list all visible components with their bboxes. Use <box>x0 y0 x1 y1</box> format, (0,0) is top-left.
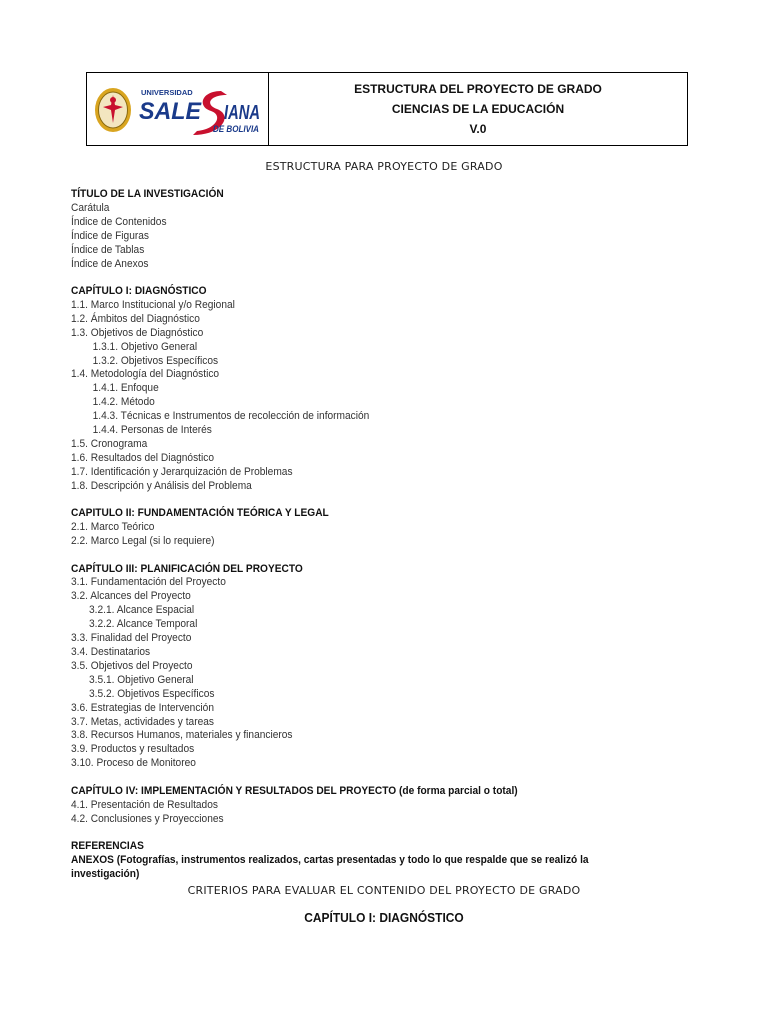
section-heading: CAPÍTULO IV: IMPLEMENTACIÓN Y RESULTADOS DEL PROYECTO (de forma parcial o total) <box>71 784 518 797</box>
outline-item: 1.6. Resultados del Diagnóstico <box>71 451 215 464</box>
section-spacer <box>71 826 647 840</box>
outline-item: 1.3. Objetivos de Diagnóstico <box>71 326 204 339</box>
logo-text-main-1: SALE <box>139 98 202 125</box>
header-line-2: CIENCIAS DE LA EDUCACIÓN <box>391 102 565 116</box>
outline-item: Índice de Contenidos <box>71 215 167 228</box>
outline-item: 4.2. Conclusiones y Proyecciones <box>71 812 224 825</box>
header-title <box>269 73 687 145</box>
outline-item: Índice de Tablas <box>71 243 145 256</box>
outline-item: 3.8. Recursos Humanos, materiales y financieros <box>71 729 293 742</box>
outline-item: 3.4. Destinatarios <box>71 645 151 658</box>
outline-item: 1.8. Descripción y Análisis del Problema <box>71 479 252 492</box>
section-spacer <box>71 549 647 563</box>
outline-item: 3.1. Fundamentación del Proyecto <box>71 576 226 589</box>
outline-item: 3.2.2. Alcance Temporal <box>89 618 198 631</box>
outline-item: Índice de Anexos <box>71 257 149 270</box>
outline-item: 2.2. Marco Legal (si lo requiere) <box>71 535 215 548</box>
section-spacer <box>71 271 647 285</box>
section-heading: CAPÍTULO III: PLANIFICACIÓN DEL PROYECTO <box>71 562 303 575</box>
referencias-heading: REFERENCIAS <box>71 840 144 853</box>
outline-item: 1.1. Marco Institucional y/o Regional <box>71 298 235 311</box>
outline-item: 3.2. Alcances del Proyecto <box>71 590 191 603</box>
outline-item: 3.5.2. Objetivos Específicos <box>89 687 215 700</box>
outline-item: 4.1. Presentación de Resultados <box>71 798 218 811</box>
outline-item: 1.4.4. Personas de Interés <box>92 424 212 437</box>
logo-cell <box>87 73 269 145</box>
outline-item: 3.5.1. Objetivo General <box>89 673 194 686</box>
outline-item: 2.1. Marco Teórico <box>71 521 155 534</box>
section-heading: TÍTULO DE LA INVESTIGACIÓN <box>71 188 224 200</box>
outline-item: 3.9. Productos y resultados <box>71 743 195 756</box>
outline-item: 3.5. Objetivos del Proyecto <box>71 659 193 672</box>
outline-item: 1.3.1. Objetivo General <box>92 340 198 353</box>
criterios-title: CRITERIOS PARA EVALUAR EL CONTENIDO DEL PROYECTO DE GRADO <box>187 884 581 897</box>
logo-text-sub: DE BOLIVIA <box>213 124 259 134</box>
outline-item: Índice de Figuras <box>71 229 150 242</box>
section-spacer <box>71 494 647 508</box>
university-logo <box>93 81 263 139</box>
outline-item: 3.10. Proceso de Monitoreo <box>71 757 196 770</box>
outline-item: 3.3. Finalidad del Proyecto <box>71 632 192 645</box>
outline-item: 1.4.2. Método <box>92 396 155 409</box>
outline-item: 1.5. Cronograma <box>71 438 148 450</box>
outline-item: 1.3.2. Objetivos Específicos <box>92 354 219 367</box>
logo-text-main-2: IANA <box>224 102 260 124</box>
outline-item: 3.2.1. Alcance Espacial <box>89 604 195 617</box>
outline-item: 3.6. Estrategias de Intervención <box>71 701 215 714</box>
anexos-heading: ANEXOS (Fotografías, instrumentos realizados, cartas presentadas y todo lo que respalde que se realizó la investigación) <box>71 853 589 880</box>
next-chapter-heading: CAPÍTULO I: DIAGNÓSTICO <box>304 910 464 925</box>
document-title: ESTRUCTURA PARA PROYECTO DE GRADO <box>265 160 503 173</box>
outline-item: Carátula <box>71 201 110 214</box>
outline-item: 3.7. Metas, actividades y tareas <box>71 715 214 728</box>
section-spacer <box>71 771 647 785</box>
structure-outline <box>71 188 647 882</box>
outline-item: 1.4.1. Enfoque <box>92 382 159 395</box>
section-heading: CAPÍTULO I: DIAGNÓSTICO <box>71 285 207 298</box>
header-line-3: V.0 <box>469 122 487 136</box>
document-header <box>86 72 688 146</box>
outline-item: 1.4. Metodología del Diagnóstico <box>71 368 220 381</box>
outline-item: 1.7. Identificación y Jerarquización de Problemas <box>71 465 293 478</box>
section-heading: CAPITULO II: FUNDAMENTACIÓN TEÓRICA Y LEGAL <box>71 507 329 520</box>
outline-item: 1.4.3. Técnicas e Instrumentos de recolección de información <box>92 410 370 423</box>
header-line-1: ESTRUCTURA DEL PROYECTO DE GRADO <box>354 82 602 96</box>
logo-text-top: UNIVERSIDAD <box>141 88 193 97</box>
outline-item: 1.2. Ámbitos del Diagnóstico <box>71 312 200 325</box>
